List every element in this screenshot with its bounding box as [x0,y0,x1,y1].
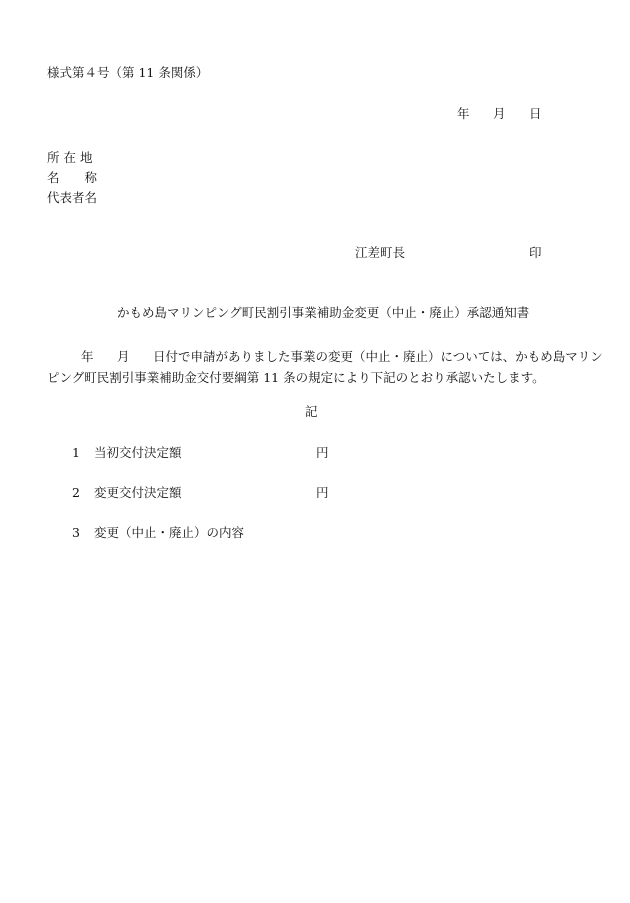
document-title: かもめ島マリンピング町民割引事業補助金変更（中止・廃止）承認通知書 [117,305,530,320]
body-year-label: 年 [81,349,94,364]
body-month-label: 月 [117,349,130,364]
item-changed-grant [72,487,329,500]
item-unit: 円 [316,445,329,460]
date-month-label: 月 [493,106,506,121]
date-year-label: 年 [457,106,470,121]
ki-heading: 記 [305,404,318,419]
body-line-1 [47,346,603,367]
body-line-2: ピング町民割引事業補助金交付要綱第 11 条の規定により下記のとおり承認いたします。 [47,370,545,385]
company-name-label: 名 称 [47,170,98,185]
representative-label: 代表者名 [47,190,98,205]
body-text [47,346,603,388]
item-label: 変更（中止・廃止）の内容 [94,525,245,540]
item-number: 1 [72,445,80,460]
address-label: 所 在 地 [47,150,93,165]
item-unit: 円 [316,485,329,500]
issuer-name: 江差町長 [355,245,406,260]
item-number: 3 [72,525,80,540]
item-change-content [72,527,244,540]
date-day-label: 日 [529,106,542,121]
applicant-block [47,148,97,208]
date-line [457,108,542,121]
body-line-1-text: 日付で申請がありました事業の変更（中止・廃止）については、かもめ島マリン [153,349,603,364]
item-label: 変更交付決定額 [94,485,182,500]
seal-mark: 印 [529,245,542,260]
item-initial-grant [72,447,329,460]
form-number: 様式第４号（第 11 条関係） [47,65,209,80]
item-label: 当初交付決定額 [94,445,182,460]
item-number: 2 [72,485,80,500]
